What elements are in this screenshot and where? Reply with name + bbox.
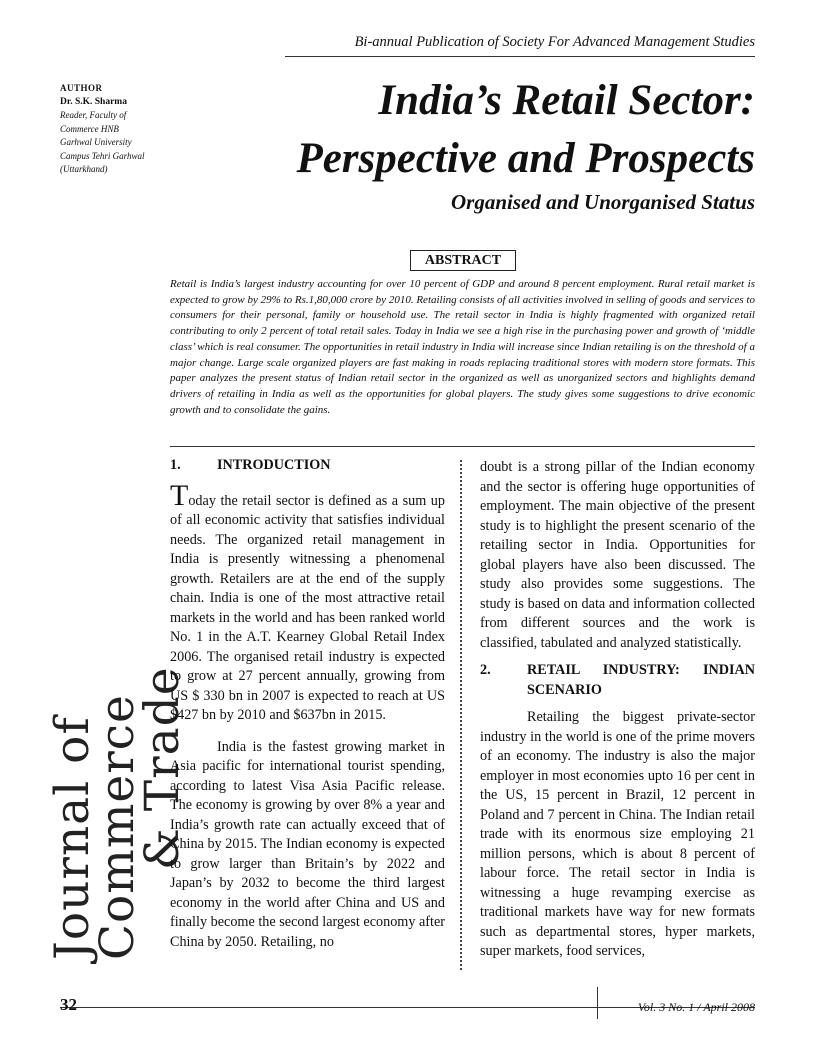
journal-logo <box>45 620 190 960</box>
journal-logo-line-3: & Trade <box>135 666 190 870</box>
column-2-continuation: doubt is a strong pillar of the Indian economy and the sector is offering huge opportunities of employment. The main objective of the present study is to highlight the present scenario of the retailing sector in India. Opportunities for global players have also been discussed. The study also provides some suggestions. The study is based on data and information collected from different sources and the work is classified, tabulated and analyzed statistically. <box>480 459 755 651</box>
intro-paragraph-1 <box>170 478 445 726</box>
publication-header: Bi-annual Publication of Society For Advanced Management Studies <box>354 34 755 50</box>
intro-paragraph-1-text: oday the retail sector is defined as a sum up of all economic activity that satisfies individual needs. The organized retail management in India is presently witnessing a phenomenal growth. Retailers are at the end of the supply chain. India is one of the most attractive retail markets in the world and has been ranked world No. 1 in the A.T. Kearney Global Retail Index 2006. The organised retail industry is expected to grow at 27 percent annually, growing from US $ 330 bn in 2007 is expected to reach at US $427 bn by 2010 and $637bn in 2015. <box>170 492 445 723</box>
page-number: 32 <box>60 995 77 1014</box>
title-line-2: Perspective and Prospects <box>296 135 755 182</box>
author-heading: AUTHOR <box>60 83 103 93</box>
title-line-1: India’s Retail Sector: <box>378 77 755 124</box>
header-rule <box>285 56 755 57</box>
section-2-paragraph-1: Retailing the biggest private-sector industry in the world is one of the prime movers of an economy. The industry is also the major employer in most economies upto 16 per cent in the US, 15 percent in Brazil, 12 percent in Poland and 7 percent in China. The Indian retail trade with its enormous size employing 21 million persons, which is about 8 percent of labour force. The retail sector in India is witnessing a huge revamping exercise as traditional markets have way for new formats such as departmental stores, hyper markets, super markets, food services, <box>480 709 755 959</box>
author-name: Dr. S.K. Sharma <box>60 96 127 107</box>
abstract-rule <box>170 446 755 447</box>
author-affiliation-line: Commerce HNB <box>60 123 119 134</box>
journal-logo-line-1: Journal of <box>45 716 100 960</box>
author-affiliation-line: Reader, Faculty of <box>60 110 127 120</box>
section-title: RETAIL INDUSTRY: INDIAN SCENARIO <box>527 662 755 698</box>
author-affiliation-line: Campus Tehri Garhwal <box>60 150 145 161</box>
column-divider <box>460 460 466 970</box>
intro-paragraph-2: India is the fastest growing market in Asia pacific for international tourist spending, according to latest Visa Asia Pacific release. The economy is growing by over 8% a year and India’s growth rate can actually exceed that of China by 2015. The Indian economy is expected to grow larger than Britain’s by 2022 and Japan’s by 2032 to become the third largest economy in the world after China and US and finally become the second largest economy after China by 2050. Retailing, no <box>170 738 445 950</box>
abstract-text: Retail is India’s largest industry accounting for over 10 percent of GDP and around 8 percent employment. Rural retail market is expected to grow by 29% to Rs.1,80,000 crore by 2010. Retailing consists of all activities involved in selling of goods and services to consumers for their personal, family or household use. The retail sector in India is highly fragmented with organized retail contributing to only 2 percent of total retail sales. Today in India we see a high rise in the purchasing power and growth of ‘middle class’ which is real consumer. The opportunities in retail industry in India will increase since Indian retailing is on the threshold of a major change. Large scale organized players are fast making in roads replacing traditional stores with modern store formats. This paper analyzes the present status of Indian retail sector in the organized as well as unorganized sectors and highlights demand drivers of retailing in India as well as the opportunities for global players. The study gives some suggestions to drive economic growth and to consolidate the gains. <box>170 278 755 416</box>
author-affiliation-line: (Uttarkhand) <box>60 164 108 174</box>
footer-divider-tick <box>597 987 598 1019</box>
author-block <box>60 82 210 177</box>
section-number: 2. <box>480 662 491 678</box>
article-title <box>250 72 755 188</box>
abstract-label: ABSTRACT <box>410 250 516 271</box>
column-2 <box>480 458 755 976</box>
column-1 <box>170 456 445 966</box>
issue-info: Vol. 3 No. 1 / April 2008 <box>637 1000 755 1014</box>
article-subtitle: Organised and Unorganised Status <box>451 190 755 214</box>
journal-logo-line-2: Commerce <box>90 694 145 960</box>
section-heading-retail-industry <box>480 661 755 700</box>
author-affiliation-line: Garhwal University <box>60 137 132 147</box>
section-number: 1. <box>170 457 181 473</box>
section-title: INTRODUCTION <box>217 457 331 473</box>
drop-cap: T <box>170 478 189 512</box>
section-heading-introduction <box>170 456 445 476</box>
